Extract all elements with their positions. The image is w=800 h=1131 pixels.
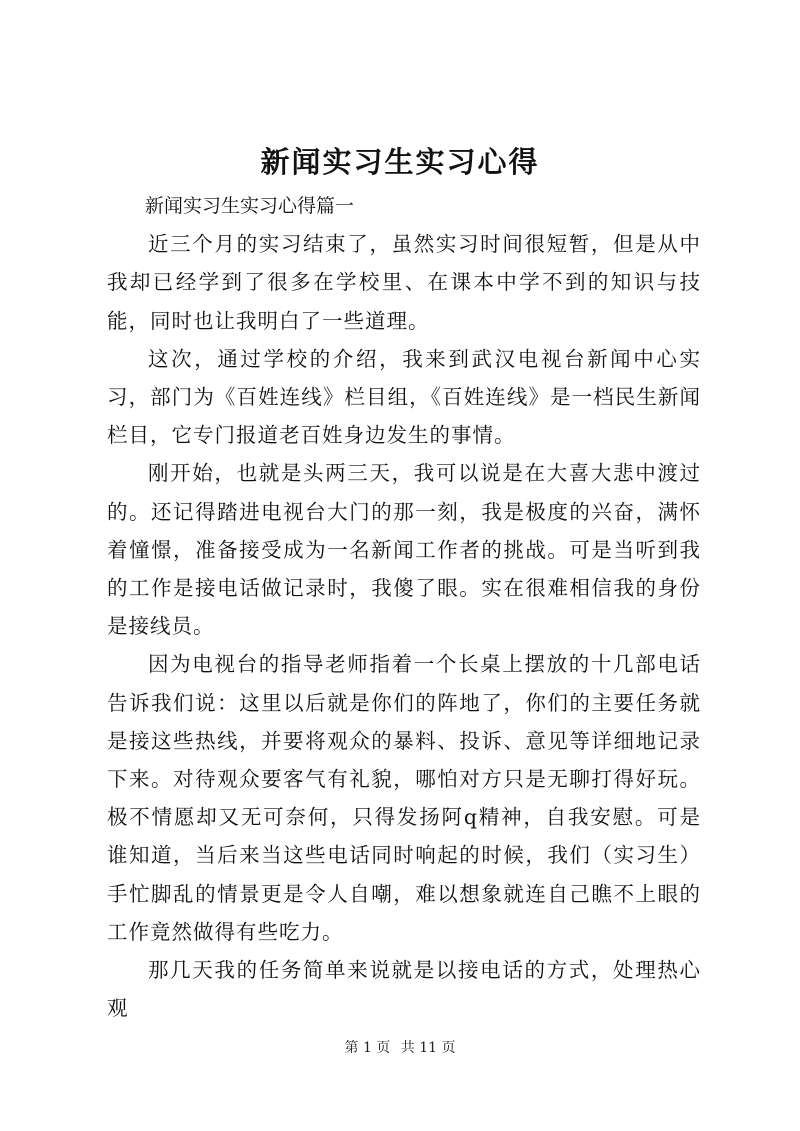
document-title: 新闻实习生实习心得 xyxy=(260,145,540,179)
paragraph: 近三个月的实习结束了，虽然实习时间很短暂，但是从中我却已经学到了很多在学校里、在课本中学不到的知识与技能，同时也让我明白了一些道理。 xyxy=(107,232,701,333)
page-footer xyxy=(0,1038,800,1058)
page-number: 第 1 页 xyxy=(344,1040,391,1056)
page-total: 共 11 页 xyxy=(400,1040,456,1056)
paragraph: 刚开始，也就是头两三天，我可以说是在大喜大悲中渡过的。还记得踏进电视台大门的那一刻，我是极度的兴奋，满怀着憧憬，准备接受成为一名新闻工作者的挑战。可是当听到我的工作是接电话做记录时，我傻了眼。实在很难相信我的身份是接线员。 xyxy=(107,461,701,639)
paragraph: 因为电视台的指导老师指着一个长桌上摆放的十几部电话告诉我们说：这里以后就是你们的阵地了，你们的主要任务就是接这些热线，并要将观众的暴料、投诉、意见等详细地记录下来。对待观众要客气有礼貌，哪怕对方只是无聊打得好玩。极不情愿却又无可奈何，只得发扬阿q精神，自我安慰。可是谁知道，当后来当这些电话同时响起的时候，我们（实习生）手忙脚乱的情景更是令人自嘲，难以想象就连自己瞧不上眼的工作竟然做得有些吃力。 xyxy=(107,652,701,944)
document-body xyxy=(107,187,701,1027)
paragraph: 这次，通过学校的介绍，我来到武汉电视台新闻中心实习，部门为《百姓连线》栏目组，《百姓连线》是一档民生新闻栏目，它专门报道老百姓身边发生的事情。 xyxy=(107,346,701,448)
section-subtitle: 新闻实习生实习心得篇一 xyxy=(145,195,355,217)
paragraph: 那几天我的任务简单来说就是以接电话的方式，处理热心观 xyxy=(107,958,701,1021)
